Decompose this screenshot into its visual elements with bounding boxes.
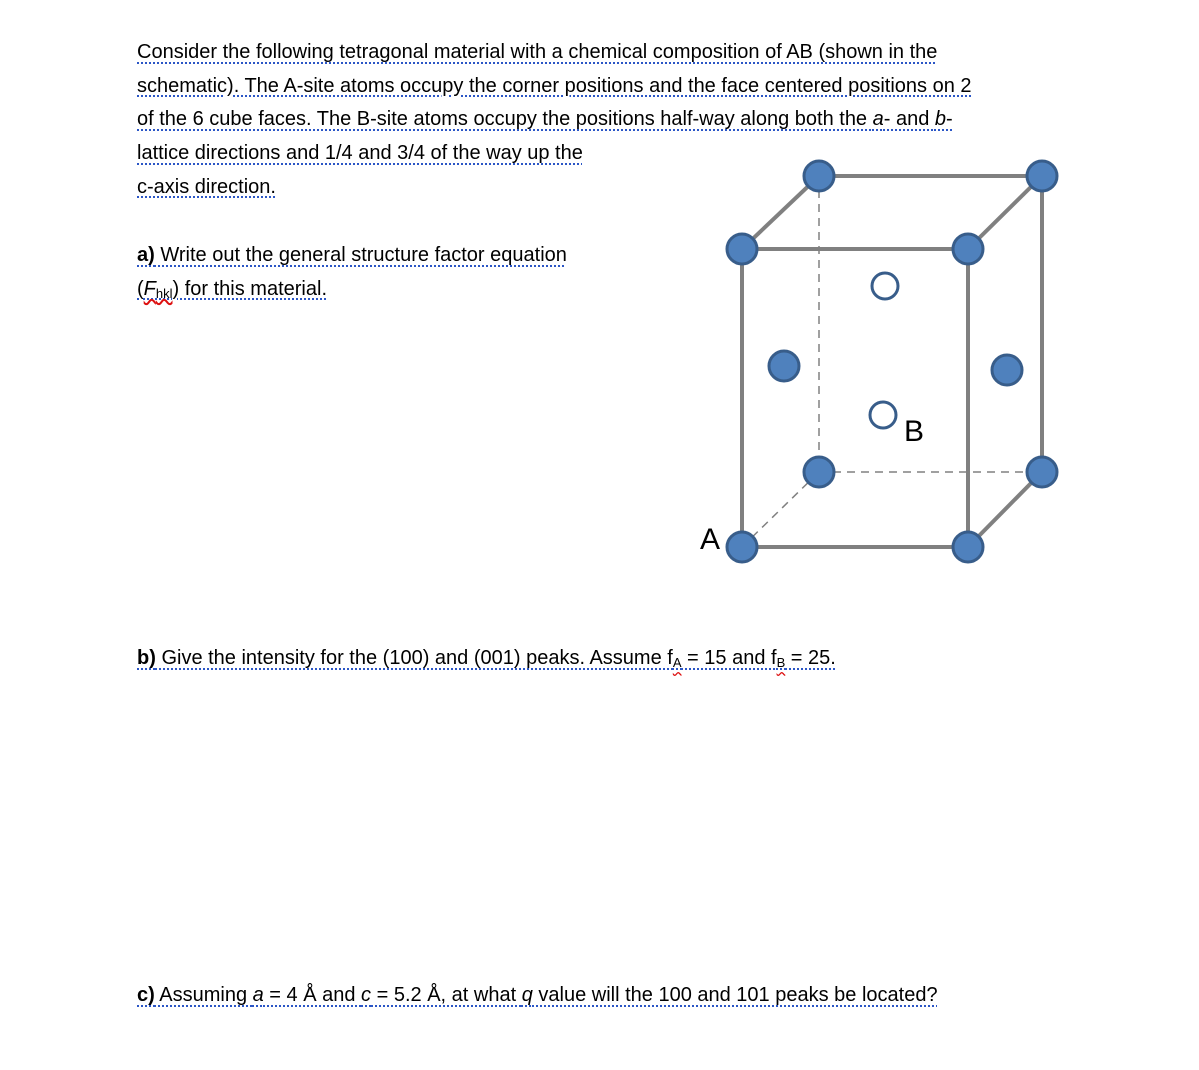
atom-a-top-back-left (804, 161, 834, 191)
atom-a-bottom-back-right (1027, 457, 1057, 487)
b-site-atoms (870, 273, 898, 428)
atom-a-face-right (992, 355, 1022, 385)
part-c-question: c) Assuming a = 4 Å and c = 5.2 Å, at what q value will the 100 and 101 peaks be located? (137, 984, 938, 1006)
atom-a-bottom-back-left (804, 457, 834, 487)
tetragonal-unit-cell-diagram (690, 150, 1070, 580)
intro-line-1: Consider the following tetragonal material with a chemical composition of AB (shown in the (137, 41, 938, 63)
atom-b-lower (870, 402, 896, 428)
atom-a-top-front-right (953, 234, 983, 264)
atom-a-top-back-right (1027, 161, 1057, 191)
part-a-question (137, 239, 567, 310)
label-b: B (904, 415, 925, 448)
a-site-atoms (727, 161, 1057, 562)
atom-b-upper (872, 273, 898, 299)
part-b-question: b) Give the intensity for the (100) and (001) peaks. Assume $f_A = 15$ and $f_B = 25$. (137, 647, 836, 670)
atom-a-top-front-left (727, 234, 757, 264)
atom-a-bottom-front-left (727, 532, 757, 562)
intro-line-5: c-axis direction. (137, 175, 276, 198)
part-a-line-1: a) Write out the general structure factor equation (137, 244, 567, 266)
atom-a-bottom-front-right (953, 532, 983, 562)
label-a: A (700, 523, 721, 556)
intro-line-4: lattice directions and 1/4 and 3/4 of the way up the (137, 142, 583, 165)
part-a-line-2: $(F_{hkl})$ for this material. (137, 277, 327, 301)
intro-line-2: schematic). The A-site atoms occupy the corner positions and the face centered positions on 2 (137, 74, 972, 97)
atom-a-face-left (769, 351, 799, 381)
intro-line-3: of the 6 cube faces. The B-site atoms occupy the positions half-way along both the a- and b- (137, 108, 953, 131)
